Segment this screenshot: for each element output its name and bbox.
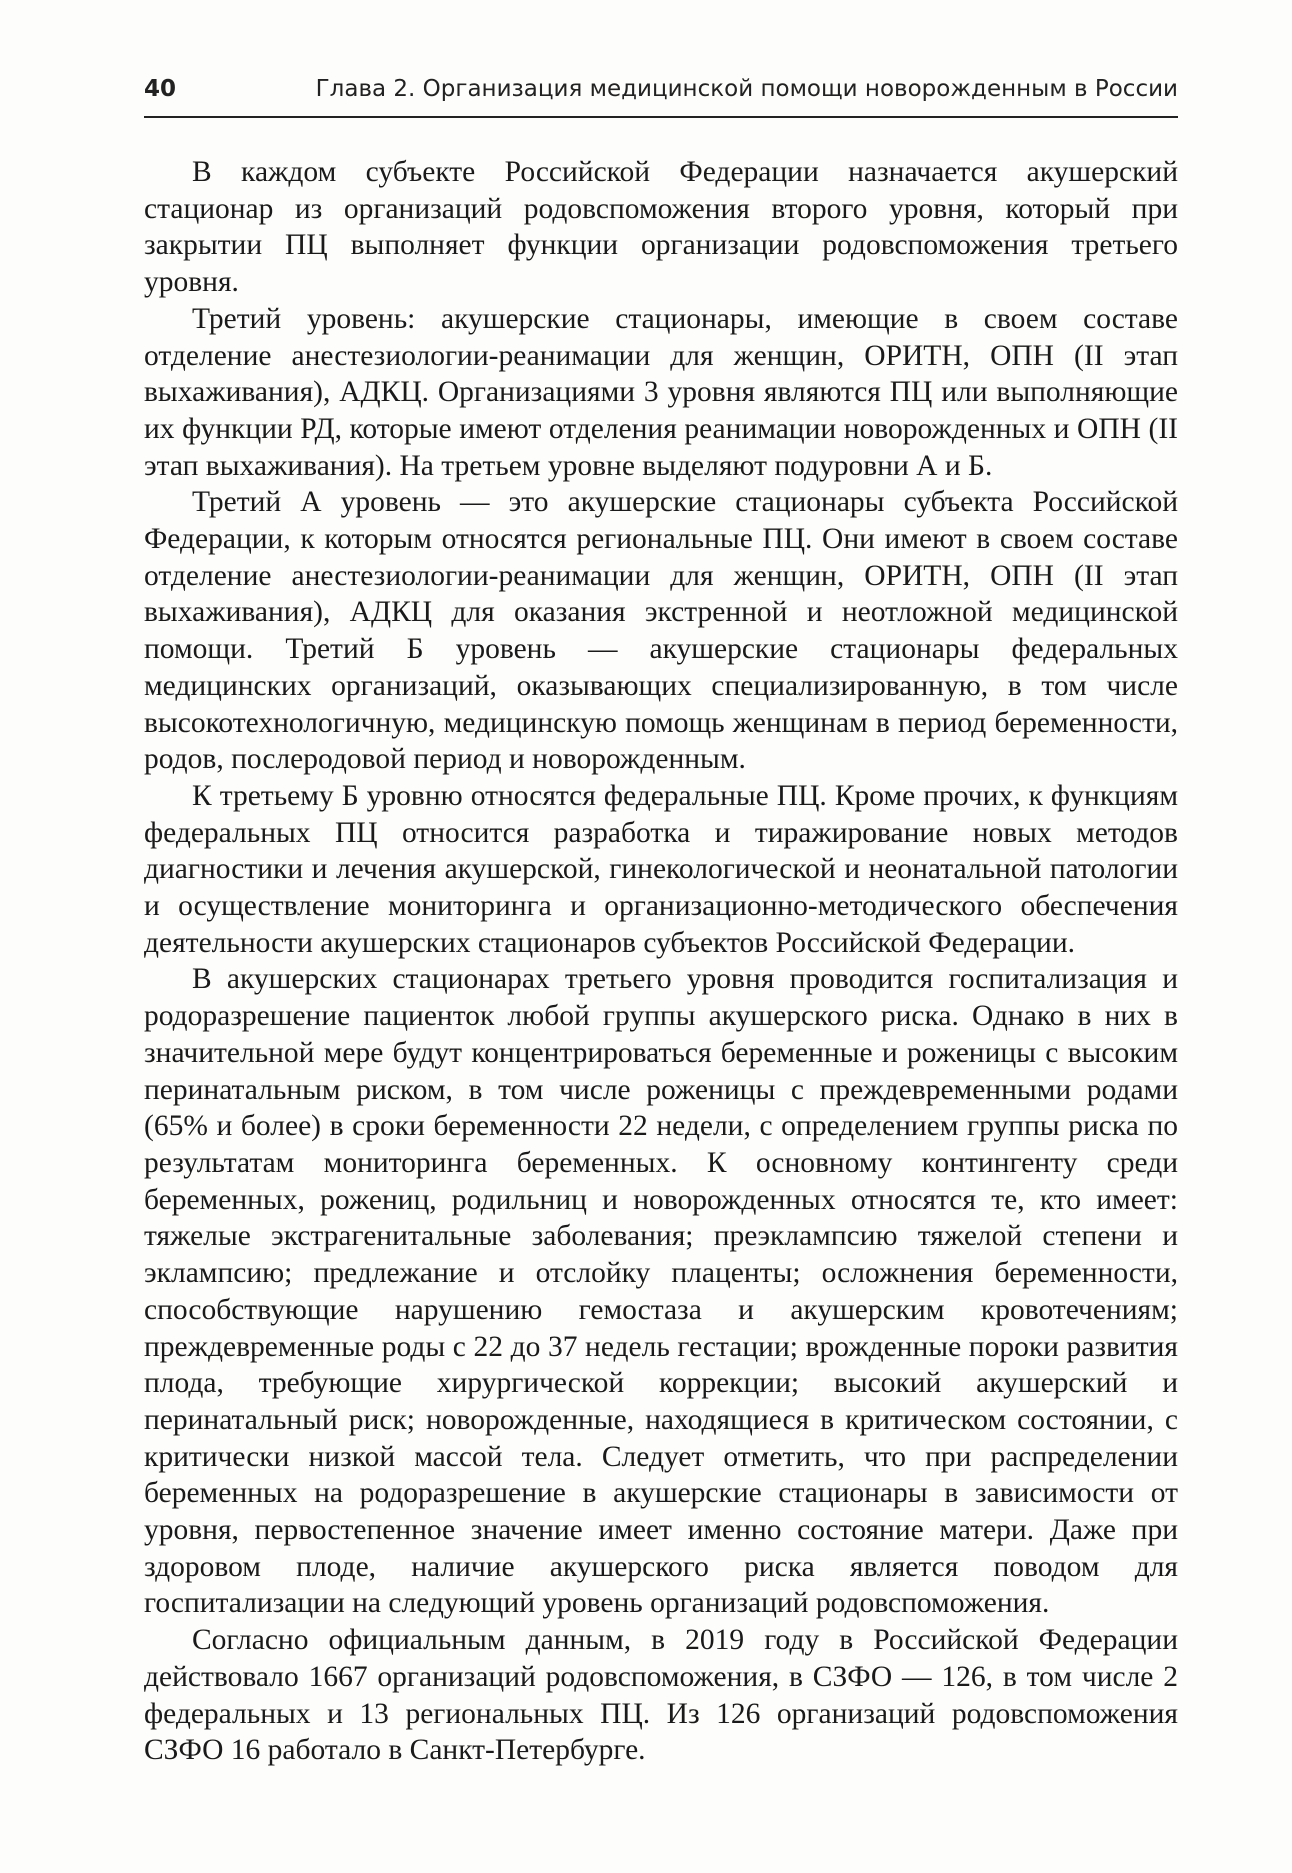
paragraph-2: Третий уровень: акушерские стационары, имеющие в своем составе отделение анестезиологии-реанимации для женщин, ОРИТН, ОПН (II этап выхаживания), АДКЦ. Организациями 3 уровня являются ПЦ или выполняющие их функции РД, которые имеют отделения реанимации новорожденных и ОПН (II этап выхаживания). На третьем уровне выделяют подуровни А и Б. [144, 302, 1178, 482]
paragraph-3: Третий А уровень — это акушерские стационары субъекта Российской Федерации, к которым относятся региональные ПЦ. Они имеют в своем составе отделение анестезиологии-реанимации для женщин, ОРИТН, ОПН (II этап выхаживания), АДКЦ для оказания экстренной и неотложной медицинской помощи. Третий Б уровень — акушерские стационары федеральных медицинских организаций, оказывающих специализированную, в том числе высокотехнологичную, медицинскую помощь женщинам в период беременности, родов, послеродовой период и новорожденным. [144, 486, 1178, 776]
paragraph-5: В акушерских стационарах третьего уровня проводится госпитализация и родоразрешение пациенток любой группы акушерского риска. Однако в них в значительной мере будут концентрироваться беременные и роженицы с высоким перинатальным риском, в том числе роженицы с преждевременными родами (65% и более) в сроки беременности 22 недели, с определением группы риска по результатам мониторинга беременных. К основному контингенту среди беременных, рожениц, родильниц и новорожденных относятся те, кто имеет: тяжелые экстрагенитальные заболевания; преэклампсию тяжелой степени и эклампсию; предлежание и отслойку плаценты; осложнения беременности, способствующие нарушению гемостаза и акушерским кровотечениям; преждевременные роды с 22 до 37 недель гестации; врожденные пороки развития плода, требующие хирургической коррекции; высокий акушерский и перинатальный риск; новорожденные, находящиеся в критическом состоянии, с критически низкой массой тела. Следует отметить, что при распределении беременных на родоразрешение в акушерские стационары в зависимости от уровня, первостепенное значение имеет именно состояние матери. Даже при здоровом плоде, наличие акушерского риска является поводом для госпитализации на следующий уровень организаций родовспоможения. [144, 963, 1178, 1620]
running-title: Глава 2. Организация медицинской помощи новорожденным в России [315, 76, 1178, 102]
paragraph-4: К третьему Б уровню относятся федеральные ПЦ. Кроме прочих, к функциям федеральных ПЦ относится разработка и тиражирование новых методов диагностики и лечения акушерской, гинекологической и неонатальной патологии и осуществление мониторинга и организационно-методического обеспечения деятельности акушерских стационаров субъектов Российской Федерации. [144, 779, 1178, 959]
paragraph-1: В каждом субъекте Российской Федерации назначается акушерский стационар из организаций родовспоможения второго уровня, который при закрытии ПЦ выполняет функции организации родовспоможения третьего уровня. [144, 156, 1178, 299]
page-number: 40 [144, 76, 177, 102]
page-header [144, 72, 1178, 118]
paragraph-6: Согласно официальным данным, в 2019 году в Российской Федерации действовало 1667 организаций родовспоможения, в СЗФО — 126, в том числе 2 федеральных и 13 региональных ПЦ. Из 126 организаций родовспоможения СЗФО 16 работало в Санкт-Петербурге. [144, 1624, 1178, 1767]
body-text [144, 154, 1178, 1769]
